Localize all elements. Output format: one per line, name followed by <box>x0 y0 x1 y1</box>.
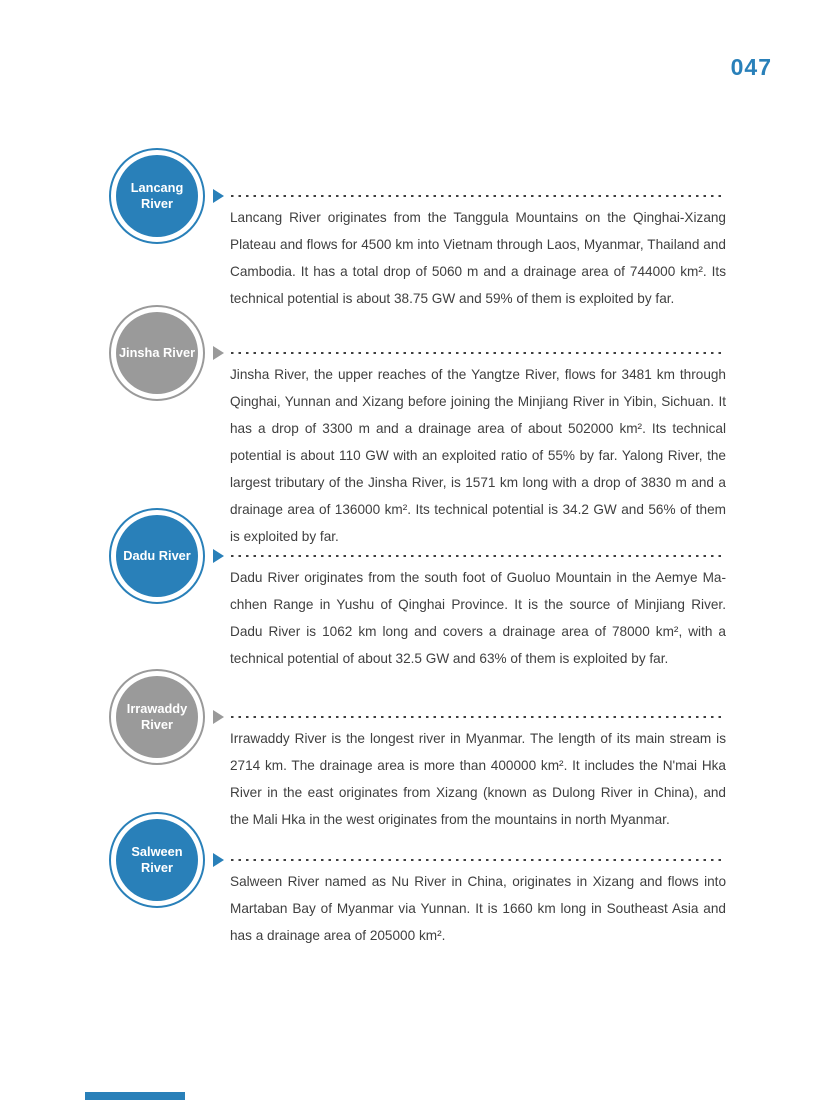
dotted-leader <box>213 549 726 563</box>
leader-dots-line <box>231 716 726 719</box>
river-badge-label <box>116 312 198 394</box>
leader-arrow-icon <box>213 189 224 203</box>
dotted-leader <box>213 710 726 724</box>
river-description: Lancang River originates from the Tanggula Mountains on the Qinghai-Xizang Plateau and flows for 4500 km into Vietnam through Laos, Myanmar, Thailand and Cambodia. It has a total drop of 5060 m and a drainage area of 744000 km². Its technical potential is about 38.75 GW and 59% of them is exploited by far. <box>230 210 726 306</box>
leader-arrow-icon <box>213 853 224 867</box>
river-badge <box>109 508 205 604</box>
leader-dots-line <box>231 195 726 198</box>
river-description: Dadu River originates from the south foot of Guoluo Mountain in the Aemye Ma-chhen Range in Yushu of Qinghai Province. It is the source of Minjiang River. Dadu River is 1062 km long and covers a drainage area of 78000 km², with a technical potential of about 32.5 GW and 63% of them is exploited by far. <box>230 570 726 666</box>
river-badge <box>109 812 205 908</box>
river-badge-label-line: Salween <box>131 844 183 859</box>
river-section-salween-river <box>109 812 726 943</box>
footer-bar <box>85 1092 185 1100</box>
dotted-leader <box>213 853 726 867</box>
river-badge <box>109 148 205 244</box>
dotted-leader <box>213 189 726 203</box>
river-badge-label-line: Dadu River <box>123 548 191 563</box>
river-badge-label-line: River <box>140 196 173 211</box>
leader-arrow-icon <box>213 710 224 724</box>
river-badge-label-line: River <box>140 860 173 875</box>
river-badge-label <box>116 515 198 597</box>
river-badge-label <box>116 676 198 758</box>
river-badge-label-line: Lancang <box>130 180 184 195</box>
river-badge-label-line: Irrawaddy <box>126 701 188 716</box>
river-badge <box>109 669 205 765</box>
river-description: Jinsha River, the upper reaches of the Yangtze River, flows for 3481 km through Qinghai, Yunnan and Xizang before joining the Minjiang River in Yibin, Sichuan. It has a drop of 3300 m and a drainage area of about 502000 km². Its technical potential is about 110 GW with an exploited ratio of 55% by far. Yalong River, the largest tributary of the Jinsha River, is 1571 km long with a drop of 3830 m and a drainage area of 136000 km². Its technical potential is 34.2 GW and 56% of them is exploited by far. <box>230 367 726 544</box>
river-section-irrawaddy-river <box>109 669 726 827</box>
leader-dots-line <box>231 859 726 862</box>
river-badge-label-line: River <box>140 717 173 732</box>
leader-arrow-icon <box>213 549 224 563</box>
dotted-leader <box>213 346 726 360</box>
leader-dots-line <box>231 555 726 558</box>
river-description: Salween River named as Nu River in China, originates in Xizang and flows into Martaban Bay of Myanmar via Yunnan. It is 1660 km long in Southeast Asia and has a drainage area of 205000 km². <box>230 874 726 943</box>
river-section-dadu-river <box>109 508 726 666</box>
river-sections <box>109 0 726 1100</box>
leader-dots-line <box>231 352 726 355</box>
river-badge-label <box>116 819 198 901</box>
river-section-jinsha-river <box>109 305 726 544</box>
river-description: Irrawaddy River is the longest river in Myanmar. The length of its main stream is 2714 km. The drainage area is more than 400000 km². It includes the N'mai Hka River in the east originates from Xizang (known as Dulong River in China), and the Mali Hka in the west originates from the mountains in north Myanmar. <box>230 731 726 827</box>
river-badge <box>109 305 205 401</box>
river-badge-label-line: Jinsha River <box>118 345 196 360</box>
leader-arrow-icon <box>213 346 224 360</box>
river-badge-label <box>116 155 198 237</box>
river-section-lancang-river <box>109 148 726 306</box>
page-number: 047 <box>730 54 772 80</box>
